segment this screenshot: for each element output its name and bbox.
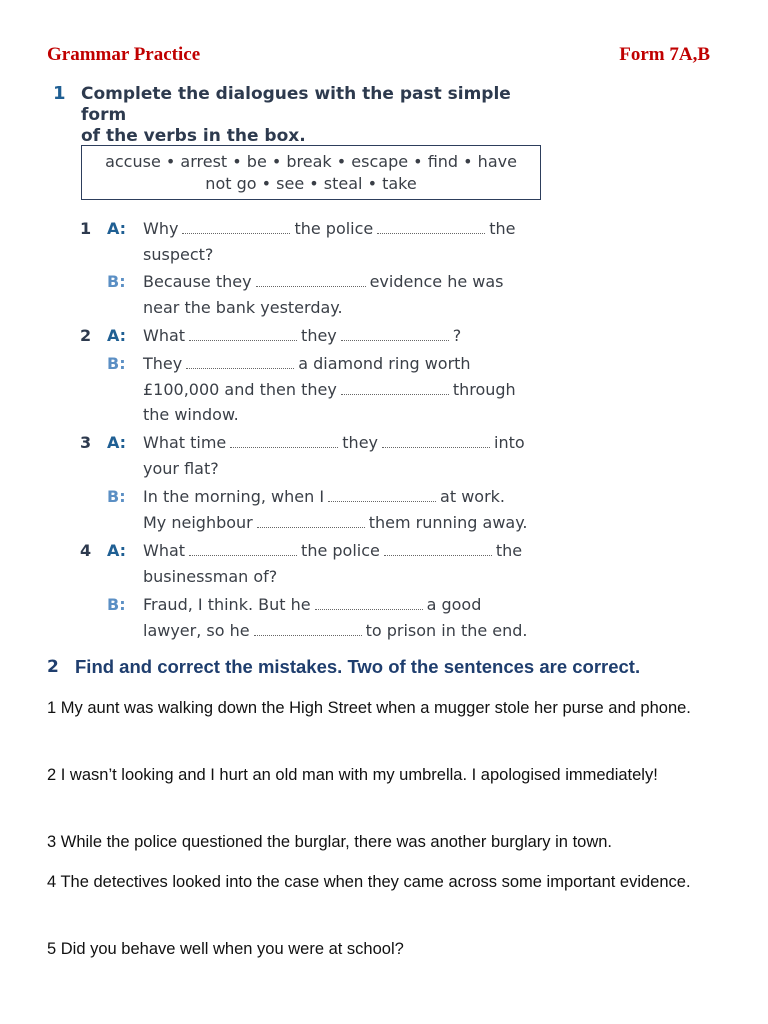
dialogue-line: your flat? xyxy=(143,459,219,478)
exercise-1-number: 1 xyxy=(53,83,66,104)
answer-blank[interactable] xyxy=(257,515,365,528)
answer-blank[interactable] xyxy=(256,274,366,287)
answer-blank[interactable] xyxy=(186,356,294,369)
answer-blank[interactable] xyxy=(341,382,449,395)
dialogue-line: Fraud, I think. But he a good xyxy=(143,595,482,614)
dialogue-number: 3 xyxy=(80,433,92,452)
dialogue-line: Because they evidence he was xyxy=(143,272,504,291)
answer-blank[interactable] xyxy=(382,435,490,448)
answer-blank[interactable] xyxy=(328,489,436,502)
verb-box xyxy=(81,145,541,200)
speaker-a: A: xyxy=(107,541,127,560)
sentence-item: 5 Did you behave well when you were at school? xyxy=(47,940,404,958)
speaker-a: A: xyxy=(107,219,127,238)
exercise-1-instruction-line1: Complete the dialogues with the past simple form xyxy=(81,84,511,125)
answer-blank[interactable] xyxy=(384,543,492,556)
speaker-b: B: xyxy=(107,272,126,291)
speaker-b: B: xyxy=(107,354,126,373)
dialogue-line: In the morning, when I at work. xyxy=(143,487,505,506)
worksheet-title: Grammar Practice xyxy=(47,44,201,65)
dialogue-line: lawyer, so he to prison in the end. xyxy=(143,621,528,640)
exercise-1-instruction xyxy=(81,84,551,147)
answer-blank[interactable] xyxy=(315,597,423,610)
dialogue-line: My neighbour them running away. xyxy=(143,513,528,532)
dialogue-number: 4 xyxy=(80,541,92,560)
dialogue-line: What the police the xyxy=(143,541,523,560)
dialogue-line: What they ? xyxy=(143,326,462,345)
form-label: Form 7A,B xyxy=(619,44,710,65)
answer-blank[interactable] xyxy=(341,328,449,341)
dialogue-number: 2 xyxy=(80,326,92,345)
dialogue-line: They a diamond ring worth xyxy=(143,354,471,373)
speaker-a: A: xyxy=(107,433,127,452)
answer-blank[interactable] xyxy=(254,623,362,636)
dialogue-number: 1 xyxy=(80,219,92,238)
answer-blank[interactable] xyxy=(189,543,297,556)
verb-box-line1: accuse • arrest • be • break • escape • find • have xyxy=(105,152,517,171)
sentence-item: 3 While the police questioned the burglar, there was another burglary in town. xyxy=(47,833,613,851)
sentence-item: 2 I wasn’t looking and I hurt an old man with my umbrella. I apologised immediately! xyxy=(47,766,658,784)
answer-blank[interactable] xyxy=(189,328,297,341)
sentence-item: 4 The detectives looked into the case when they came across some important evidence. xyxy=(47,873,691,891)
answer-blank[interactable] xyxy=(182,221,290,234)
dialogue-line: Why the police the xyxy=(143,219,516,238)
sentence-item: 1 My aunt was walking down the High Street when a mugger stole her purse and phone. xyxy=(47,699,691,717)
answer-blank[interactable] xyxy=(377,221,485,234)
dialogue-line: suspect? xyxy=(143,245,214,264)
dialogue-line: What time they into xyxy=(143,433,525,452)
dialogue-line: £100,000 and then they through xyxy=(143,380,516,399)
dialogue-line: businessman of? xyxy=(143,567,278,586)
answer-blank[interactable] xyxy=(230,435,338,448)
exercise-2-number: 2 xyxy=(47,657,59,677)
dialogue-line: near the bank yesterday. xyxy=(143,298,343,317)
exercise-1-instruction-line2: of the verbs in the box. xyxy=(81,126,306,146)
speaker-b: B: xyxy=(107,487,126,506)
speaker-b: B: xyxy=(107,595,126,614)
speaker-a: A: xyxy=(107,326,127,345)
verb-box-line2: not go • see • steal • take xyxy=(205,174,417,193)
dialogue-line: the window. xyxy=(143,405,239,424)
exercise-2-instruction: Find and correct the mistakes. Two of the sentences are correct. xyxy=(75,656,641,677)
